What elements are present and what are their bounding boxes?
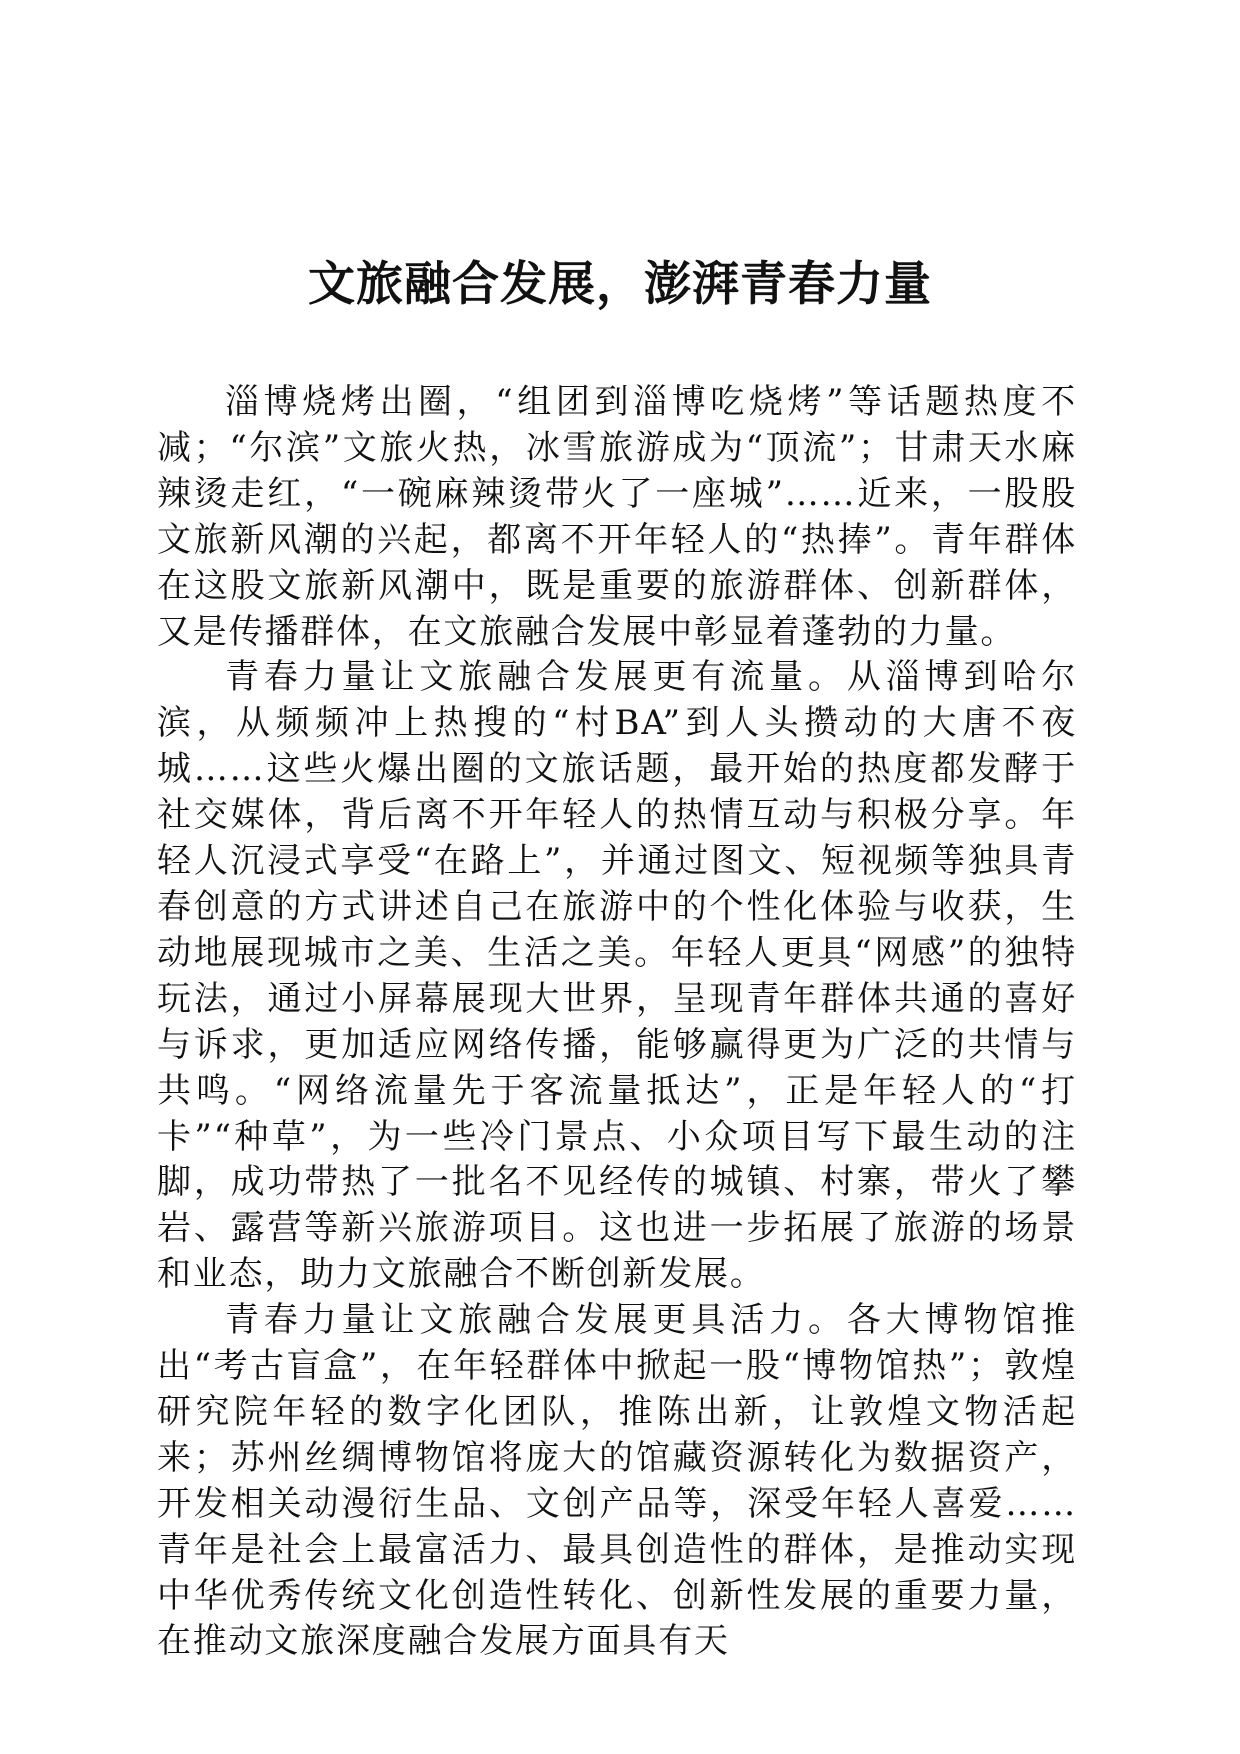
paragraph-1: 淄博烧烤出圈，“组团到淄博吃烧烤”等话题热度不减；“尔滨”文旅火热，冰雪旅游成为“顶流”；甘肃天水麻辣烫走红，“一碗麻辣烫带火了一座城”……近来，一股股文旅新风潮的兴起，都离不开年轻人的“热捧”。青年群体在这股文旅新风潮中，既是重要的旅游群体、创新群体，又是传播群体，在文旅融合发展中彰显着蓬勃的力量。: [157, 382, 1077, 652]
paragraph-3: 青春力量让文旅融合发展更具活力。各大博物馆推出“考古盲盒”，在年轻群体中掀起一股“博物馆热”；敦煌研究院年轻的数字化团队，推陈出新，让敦煌文物活起来；苏州丝绸博物馆将庞大的馆藏资源转化为数据资产，开发相关动漫衍生品、文创产品等，深受年轻人喜爱……青年是社会上最富活力、最具创造性的群体，是推动实现中华优秀传统文化创造性转化、创新性发展的重要力量，在推动文旅深度融合发展方面具有天: [157, 1300, 1077, 1662]
document-body: [157, 380, 1077, 1665]
paragraph-2: 青春力量让文旅融合发展更有流量。从淄博到哈尔滨，从频频冲上热搜的“村BA”到人头攒动的大唐不夜城……这些火爆出圈的文旅话题，最开始的热度都发酵于社交媒体，背后离不开年轻人的热情互动与积极分享。年轻人沉浸式享受“在路上”，并通过图文、短视频等独具青春创意的方式讲述自己在旅游中的个性化体验与收获，生动地展现城市之美、生活之美。年轻人更具“网感”的独特玩法，通过小屏幕展现大世界，呈现青年群体共通的喜好与诉求，更加适应网络传播，能够赢得更为广泛的共情与共鸣。“网络流量先于客流量抵达”，正是年轻人的“打卡”“种草”，为一些冷门景点、小众项目写下最生动的注脚，成功带热了一批名不见经传的城镇、村寨，带火了攀岩、露营等新兴旅游项目。这也进一步拓展了旅游的场景和业态，助力文旅融合不断创新发展。: [157, 657, 1077, 1295]
document-title: 文旅融合发展，澎湃青春力量: [308, 257, 932, 312]
